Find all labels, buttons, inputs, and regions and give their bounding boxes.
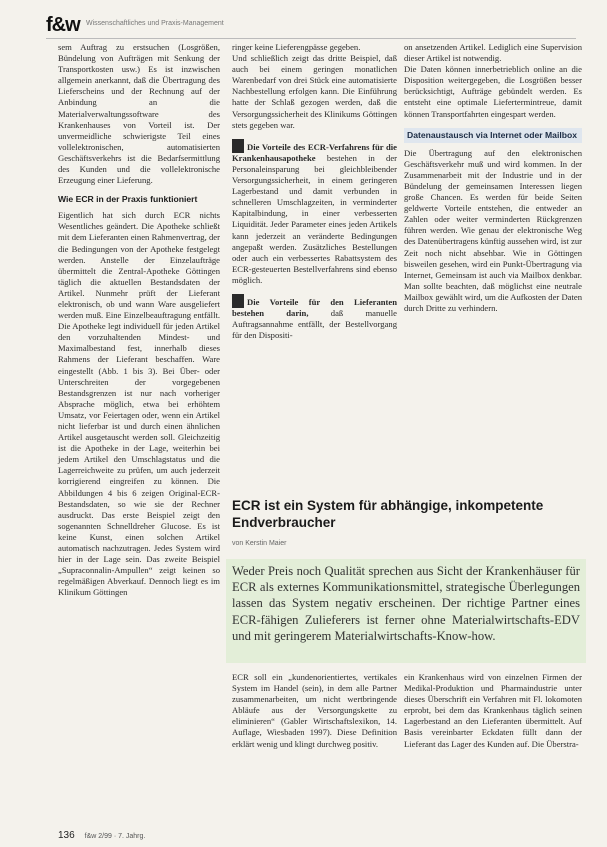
issue-info: f&w 2/99 · 7. Jahrg. [84, 833, 146, 840]
body-paragraph: ringer keine Lieferengpässe gegeben. [232, 42, 361, 52]
article-author: von Kerstin Maier [232, 540, 287, 547]
running-title: Wissenschaftliches und Praxis-Management [86, 20, 224, 27]
page-footer [58, 830, 145, 841]
advantage-heading: Die Vorteile des ECR-Verfahrens für die Krankenhausapotheke [232, 141, 397, 163]
body-paragraph: sem Auftrag zu erstsuchen (Losgrößen, Bündelung von Aufträgen mit Senkung der Transportkosten usw.) Es ist inzwischen allgemein anerkannt, daß die Übertragung des Lieferscheins und der Rechnung auf der Anbindung an die Materialverwaltungssoftware des Krankenhauses von Vorteil ist. Der unvermeidliche schwierigste Teil eines vollelektronischen, automatisierten Geschäftsverkehrs ist die Bedarfsermittlung des Kunden und die vollelektronische Erzeugung einer Lieferung. [58, 42, 220, 186]
advantage-text: daß manuelle Auftragsannahme entfällt, der Bestellvorgang für den Dispositi- [232, 308, 397, 341]
article-column-right [404, 672, 582, 750]
column-left [58, 42, 220, 599]
square-bullet-icon [232, 139, 244, 153]
advantage-paragraph-supplier [232, 294, 397, 341]
page-number: 136 [58, 830, 75, 841]
section-subheading: Wie ECR in der Praxis funktioniert [58, 194, 198, 205]
body-paragraph: Und schließlich zeigt das dritte Beispiel, daß auch bei einem geringen monatlichen Warenbedarf von drei Stück eine automatisierte Nachbestellung erfolgen kann. Die Einführung hatte der Schlaß gezogen werden, daß die Versorgungssicherheit des Klinikums Göttingen stets gegeben war. [232, 53, 397, 130]
advantage-heading: Die Vorteile für den Lieferanten bestehen darin, [232, 296, 397, 319]
advantage-paragraph-pharmacy [232, 139, 397, 286]
column-right [404, 42, 582, 314]
body-paragraph: Eigentlich hat sich durch ECR nichts Wesentliches geändert. Die Apotheke schließt mit dem Lieferanten einen Rahmenvertrag, der die Bedingungen von der Apotheke festgelegt werden. Anstelle der Einzelaufträge übermittelt die Zentral-Apotheke Göttingen täglich die aktuellen Bestandsdaten der Artikel. Nunmehr prüft der Lieferant elektronisch, ob und wann Ware ausgeliefert werden muß. Eine Einzelbeauftragung entfällt. Die Apotheke legt individuell für jeden Artikel den vorzuhaltenden Mindest- und Maximalbestand fest, innerhalb dieses Rahmens der Lieferant beschaffen. Ware eingestellt (Abb. 1 bis 3). Bei Über- oder Unterschreiten der vorgegebenen Bestandsgrenzen ist nur nach vorheriger Absprache möglich, etwa bei erhöhtem Umsatz, vor Feiertagen oder, wenn ein Artikel nicht lieferbar ist und durch einen ähnlichen Artikel ausgetauscht werden soll. Gleichzeitig ist die Apotheke in der Lage, weiterhin bei jedem Artikel den Umschlagstatus und die Lagerreichweite zu prüfen, um auch jederzeit korrigierend eingreifen zu können. Die Abbildungen 4 bis 6 zeigen Original-ECR-Bestandsdaten, so wie sie der Rechner ausdruckt. Das erste Beispiel zeigt den sogenannten Schnelldreher Glucose. Es ist keine Kunst, einen solchen Artikel automatisch nachzutragen. Jedes System wird hier in der Lage sein. Das zweite Beispiel „Supraconnalin-Ampullen“ zeigt keinen so regelmäßigen Abverkauf. Dennoch liegt es im Klinikum Göttingen [58, 210, 220, 598]
page-header [46, 14, 576, 36]
body-paragraph: Die Übertragung auf den elektronischen Geschäftsverkehr muß und wird kommen. In der Zusammenarbeit mit der Industrie und in der Bündelung der gemeinsamen Interessen liegen große Chancen. Es werden für beide Seiten geldwerte Vorteile entstehen, die entweder an Zahlen oder weiter verminderten Rückgrenzen führen werden. Wie genau der elektronische Weg des Datenübertragens künftig aussehen wird, ist zur Zeit noch nicht absehbar. Wie in Göttingen bisweilen gesehen, wird ein Punkt-Übertragung via Internet, Gemeinsam ist auch via Mailbox denkbar. Man sollte beachten, daß möglichst eine neutrale Mailbox gewählt wird, um die Aufkosten der Daten durch Dritte zu verhindern. [404, 147, 582, 313]
magazine-logo: f&w [46, 14, 80, 36]
article-title: ECR ist ein System für abhängige, inkompetente Endverbraucher [232, 498, 544, 530]
header-rule [46, 38, 576, 39]
column-middle [232, 42, 397, 341]
section-subheading: Datenaustausch via Internet oder Mailbox [404, 128, 582, 143]
body-paragraph: ein Krankenhaus wird von einzelnen Firmen der Medikal-Produktion und Pharmaindustrie unter dieses Überschrift ein Verfahren mit Fl. lokomoten erprobt, bei dem das Krankenhaus täglich seinen Lagerbestand an den Lieferanten übermittelt. Auf Basis vereinbarter Eckdaten füllt dann der Lieferant das Lager des Kunden auf. Die Überstra- [404, 672, 582, 749]
square-bullet-icon [232, 294, 244, 308]
article-column-left [232, 672, 397, 750]
article-lead-box: Weder Preis noch Qualität sprechen aus Sicht der Krankenhäuser für ECR als externes Kommunikationsmittel, strategische Überlegungen lassen das System negativ erscheinen. Der richtige Partner eines ECR-fähigen Zulieferers ist ferner ohne Materialwirtschafts-EDV und mit geringerem Materialwirtschafts-Know-how. [226, 559, 586, 663]
body-paragraph: on ansetzenden Artikel. Lediglich eine Supervision dieser Artikel ist notwendig. [404, 42, 582, 64]
advantage-text: bestehen in der Personaleinsparung bei gleichbleibender Versorgungssicherheit, in einem geringeren Lagerbestand und damit verbunden in schnelleren Umschlagzeiten, in verminderter Kapitalbindung, in einer verbesserten Liquidität. Jeder Parameter eines jeden Artikels kann jederzeit an veränderte Bedingungen angepaßt werden. Zusätzliches Bestellungen oder auch ein verbessertes Rabattsystem des ECR-gesteuerten Bestellverfahrens sind ebenso möglich. [232, 152, 397, 285]
body-paragraph: Die Daten können innerbetrieblich online an die Disposition weitergegeben, die Losgrößen besser berücksichtigt, Aufträge gebündelt werden. Es entsteht eine optimale Liefertermintreue, damit können Transportfahrten eingespart werden. [404, 64, 582, 119]
body-paragraph: ECR soll ein „kundenorientiertes, vertikales System im Handel (sein), in dem alle Partner zusammenarbeiten, um nicht wertbringende Abläufe aus der Versorgungskette zu eliminieren“ (Gabler Wirtschaftslexikon, 14. Auflage, Wiesbaden 1997). Diese Definition erklärt wenig und klingt durchweg positiv. [232, 672, 397, 749]
